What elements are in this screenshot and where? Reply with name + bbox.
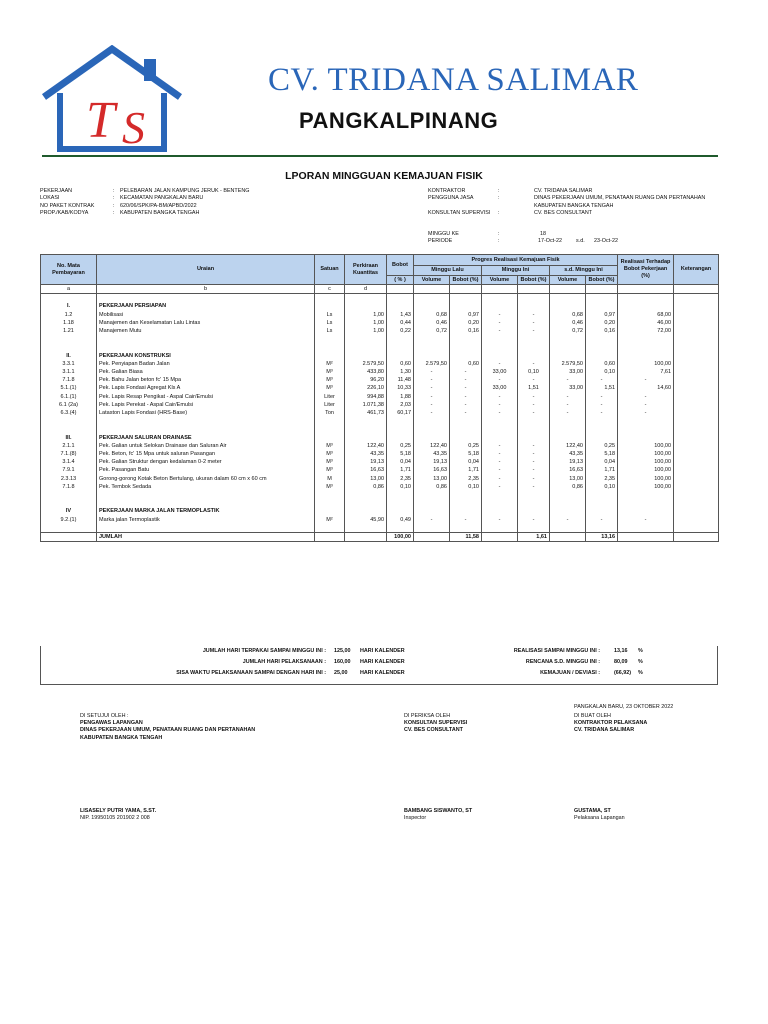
- table-header: [41, 255, 719, 285]
- summary-value: (66,92): [614, 670, 632, 676]
- total-row: JUMLAH 100,00 11,58 1,61 13,16: [41, 532, 719, 541]
- summary-unit: %: [638, 670, 643, 676]
- summary-label: JUMLAH HARI TERPAKAI SAMPAI MINGGU INI :: [202, 648, 326, 654]
- blank-row: [41, 425, 719, 433]
- table-row: 6.1.(1) Pek. Lapis Resap Pengikat - Aspal Cair/Emulsi Liter 994,88 1,88 - - - - - - -: [41, 393, 719, 401]
- col-volume: Volume: [550, 276, 586, 285]
- info-row: PROP./KAB/KODYA : KABUPATEN BANGKA TENGAH: [40, 210, 200, 217]
- table-row: 2.3.13 Gorong-gorong Kotak Beton Bertulang, ukuran dalam 60 cm x 60 cm M 13,00 2,35 13,00 2,35 - - 13,00 2,35 100,00: [41, 475, 719, 483]
- info-row: PENGGUNA JASA : DINAS PEKERJAAN UMUM, PENATAAN RUANG DAN PERTANAHAN: [428, 195, 706, 202]
- info-row: LOKASI : KECAMATAN PANGKALAN BARU: [40, 195, 204, 202]
- info-row: KONTRAKTOR : CV. TRIDANA SALIMAR: [428, 188, 593, 194]
- col-satuan: Satuan: [315, 255, 345, 285]
- blank-row: [41, 417, 719, 425]
- summary-value: 80,09: [614, 659, 628, 665]
- info-row: KABUPATEN BANGKA TENGAH: [534, 202, 614, 209]
- summary-value: 125,00: [334, 648, 351, 654]
- col-minggu-lalu: Minggu Lalu: [414, 266, 482, 276]
- table-row: 7.1.8 Pek. Tembok Sedada M³ 0,86 0,10 0,86 0,10 - - 0,86 0,10 100,00: [41, 483, 719, 491]
- week-number: 18: [540, 231, 546, 237]
- table-row: 1.18 Manajemen dan Keselamatan Lalu Lintas Ls 1,00 0,44 0,46 0,20 - - 0,46 0,20 46,00: [41, 319, 719, 327]
- blank-row: [41, 335, 719, 343]
- col-uraian: Uraian: [97, 255, 315, 285]
- logo-initial-s: S: [122, 102, 145, 153]
- summary-label: REALISASI SAMPAI MINGGU INI :: [513, 648, 600, 654]
- info-left: [40, 188, 249, 218]
- summary-label: SISA WAKTU PELAKSANAAN SAMPAI DENGAN HARI INI :: [176, 670, 326, 676]
- header-divider: [42, 155, 718, 157]
- col-bobot: Bobot: [387, 255, 414, 276]
- col-keterangan: Keterangan: [674, 255, 719, 285]
- summary-value: 160,00: [334, 659, 351, 665]
- summary-unit: HARI KALENDER: [360, 659, 405, 665]
- table-row: 3.1.1 Pek. Galian Biasa M³ 433,80 1,30 - - 33,00 0,10 33,00 0,10 7,61: [41, 368, 719, 376]
- summary-value: 25,00: [334, 670, 348, 676]
- table-row: 7.1.8 Pek. Bahu Jalan beton fc' 15 Mpa M³ 96,20 11,48 - - - - - - -: [41, 376, 719, 384]
- blank-row: [41, 343, 719, 351]
- section-title: PEKERJAAN SALURAN DRAINASE: [97, 434, 315, 442]
- info-row: NO PAKET KONTRAK : 620/06/SPK/PA-BM/APBD/2022: [40, 202, 197, 209]
- table-row: 3.1.4 Pek. Galian Struktur dengan kedalaman 0-2 meter M³ 19,13 0,04 19,13 0,04 - - 19,13 0,04 100,00: [41, 458, 719, 466]
- blank-row: [41, 524, 719, 533]
- col-volume: Volume: [414, 276, 450, 285]
- info-row: KONSULTAN SUPERVISI : CV. BES CONSULTANT: [428, 210, 593, 217]
- col-progres: Progres Realisasi Kemajuan Fisik: [414, 255, 618, 266]
- table-row: 6.3.(4) Lataston Lapis Fondasi (HRS-Base) Ton 461,73 60,17 - - - - - - -: [41, 409, 719, 417]
- table-body: [41, 285, 719, 542]
- table-row: 6.1 (2a) Pek. Lapis Perekat - Aspal Cair/Emulsi Liter 1.071,38 2,03 - - - - - - -: [41, 401, 719, 409]
- period-info: MINGGU KE : 18 PERIODE : 17-Oct-22 s.d. 23-Oct-22: [428, 231, 618, 245]
- signature-middle-name: BAMBANG SISWANTO, ST Inspector: [404, 808, 473, 822]
- info-right: [428, 188, 705, 218]
- table-row: 7.9.1 Pek. Pasangan Batu M³ 16,63 1,71 16,63 1,71 - - 16,63 1,71 100,00: [41, 466, 719, 474]
- company-logo: [40, 45, 182, 153]
- signature-right-name: GUSTAMA, ST Pelaksana Lapangan: [574, 808, 625, 822]
- col-volume: Volume: [482, 276, 518, 285]
- section-title: PEKERJAAN MARKA JALAN TERMOPLASTIK: [97, 507, 315, 515]
- section-row: II. PEKERJAAN KONSTRUKSI: [41, 352, 719, 360]
- section-title: PEKERJAAN PERSIAPAN: [97, 302, 315, 310]
- signature-left: DI SETUJUI OLEH : PENGAWAS LAPANGAN DINAS PEKERJAAN UMUM, PENATAAN RUANG DAN PERTANAHAN KABUPATEN BANGKA TENGAH: [80, 713, 256, 741]
- logo-initial-t: T: [86, 92, 115, 149]
- letter-row: a b c d: [41, 285, 719, 294]
- blank-row: [41, 499, 719, 507]
- table-row: 9.2.(1) Marka jalan Termoplastik M² 45,90 0,49 - - - - - - -: [41, 516, 719, 524]
- summary-unit: HARI KALENDER: [360, 648, 405, 654]
- summary-unit: %: [638, 659, 643, 665]
- summary-label: JUMLAH HARI PELAKSANAAN :: [242, 659, 326, 665]
- summary-label: RENCANA S.D. MINGGU INI :: [525, 659, 600, 665]
- col-minggu-ini: Minggu Ini: [482, 266, 550, 276]
- col-kuantitas: Perkiraan Kuantitas: [345, 255, 387, 285]
- section-row: IV PEKERJAAN MARKA JALAN TERMOPLASTIK: [41, 507, 719, 515]
- document-title: LPORAN MINGGUAN KEMAJUAN FISIK: [285, 170, 483, 182]
- company-name: CV. TRIDANA SALIMAR: [268, 62, 639, 98]
- col-bobot-pct: Bobot (%): [518, 276, 550, 285]
- col-bobot-pct: Bobot (%): [450, 276, 482, 285]
- table-row: 7.1.(8) Pek. Beton, fc' 15 Mpa untuk saluran Pasangan M³ 43,35 5,18 43,35 5,18 - - 43,35 5,18 100,00: [41, 450, 719, 458]
- table-row: 2.1.1 Pek. Galian untuk Selokan Drainase dan Saluran Air M³ 122,40 0,25 122,40 0,25 - - 122,40 0,25 100,00: [41, 442, 719, 450]
- info-row: PEKERJAAN : PELEBARAN JALAN KAMPUNG JERUK - BENTENG: [40, 188, 250, 194]
- col-sd-minggu-ini: s.d. Minggu Ini: [550, 266, 618, 276]
- col-no: No. Mata Pembayaran: [41, 255, 97, 285]
- summary-label: KEMAJUAN / DEVIASI :: [540, 670, 600, 676]
- table-row: 1.21 Manajemen Mutu Ls 1,00 0,22 0,72 0,16 - - 0,72 0,16 72,00: [41, 327, 719, 335]
- table-row: 3.3.1 Pek. Penyiapan Badan Jalan M² 2.579,50 0,60 2.579,50 0,60 - - 2.579,50 0,60 100,00: [41, 360, 719, 368]
- progress-table: [40, 254, 719, 542]
- table-row: 5.1.(1) Pek. Lapis Fondasi Agregat Kls A M³ 226,10 10,33 - - 33,00 1,51 33,00 1,51 14,60: [41, 384, 719, 392]
- section-row: III. PEKERJAAN SALURAN DRAINASE: [41, 434, 719, 442]
- summary-unit: %: [638, 648, 643, 654]
- col-realisasi: Realisasi Terhadap Bobot Pekerjaan (%): [618, 255, 674, 285]
- summary-value: 13,16: [614, 648, 628, 654]
- table-row: 1.2 Mobilisasi Ls 1,00 1,43 0,68 0,97 - - 0,68 0,97 68,00: [41, 311, 719, 319]
- col-bobot-pct: Bobot (%): [586, 276, 618, 285]
- signature-middle: DI PERIKSA OLEH KONSULTAN SUPERVISI CV. BES CONSULTANT: [404, 713, 468, 734]
- blank-row: [41, 491, 719, 499]
- blank-row: [41, 294, 719, 303]
- section-title: PEKERJAAN KONSTRUKSI: [97, 352, 315, 360]
- col-bobot-unit: ( % ): [387, 276, 414, 285]
- signature-date: PANGKALAN BARU, 23 OKTOBER 2022: [574, 704, 674, 710]
- signature-right: DI BUAT OLEH KONTRAKTOR PELAKSANA CV. TRIDANA SALIMAR: [574, 713, 648, 734]
- signature-left-name: LISASELY PUTRI YAMA, S.ST. NIP. 19950105 201902 2 008: [80, 808, 157, 822]
- company-city: PANGKALPINANG: [299, 108, 499, 133]
- section-row: I. PEKERJAAN PERSIAPAN: [41, 302, 719, 310]
- summary-unit: HARI KALENDER: [360, 670, 405, 676]
